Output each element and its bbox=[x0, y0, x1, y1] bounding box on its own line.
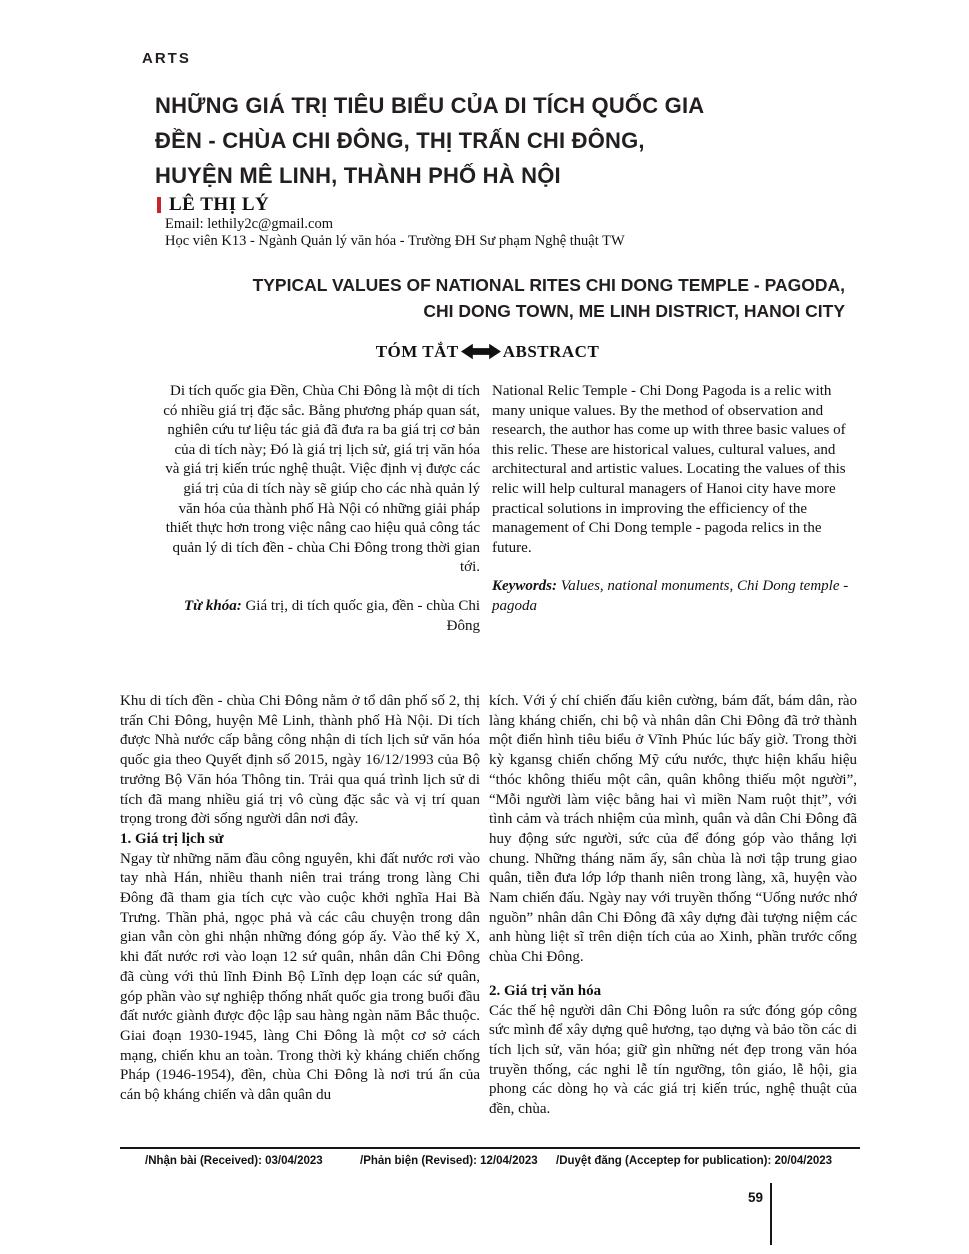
abstract-text-en: National Relic Temple - Chi Dong Pagoda is a relic with many unique values. By the method of observation and research, the author has come up with three basic values of this relic. These are historical values, cultural values, and architectural and artistic values. Locating the values of this relic will help cultural managers of Hanoi city have more practical solutions in improving the efficiency of the management of Chi Dong temple - pagoda relics in the future. bbox=[492, 383, 846, 556]
body-column-left bbox=[120, 692, 480, 1120]
body-columns bbox=[120, 692, 857, 1120]
keywords-en-text: Values, national monuments, Chi Dong temple - pagoda bbox=[492, 578, 849, 614]
keywords-vi-label: Từ khóa: bbox=[183, 597, 242, 614]
section2-paragraph: Các thế hệ người dân Chi Đông luôn ra sức đóng góp công sức mình để xây dựng quê hương, tạo dựng và bảo tồn các di tích lịch sử, văn hóa; giữ gìn những nét đẹp trong văn hóa truyền thống, các nghi lễ tín ngưỡng, tôn giáo, lễ hội, gia phong các dòng họ và các giá trị kiến trúc, nghệ thuật của đền, chùa. bbox=[489, 1002, 857, 1118]
abstract-heading-en: ABSTRACT bbox=[502, 342, 600, 361]
abstract-text-vi: Di tích quốc gia Đền, Chùa Chi Đông là một di tích có nhiều giá trị đặc sắc. Bằng phương pháp quan sát, nghiên cứu tư liệu tác giả đã đưa ra ba giá trị cơ bản của di tích này; Đó là giá trị lịch sử, giá trị văn hóa và giá trị kiến trúc nghệ thuật. Việc định vị được các giá trị của di tích này sẽ giúp cho các nhà quản lý văn hóa của thành phố Hà Nội có những giải pháp thiết thực hơn trong việc nâng cao hiệu quả công tác quản lý di tích đền - chùa Chi Đông trong thời gian tới. bbox=[163, 383, 480, 576]
keywords-vi-text: Giá trị, di tích quốc gia, đền - chùa Chi Đông bbox=[241, 597, 480, 634]
page-number: 59 bbox=[748, 1190, 764, 1205]
section1-paragraph: Ngay từ những năm đầu công nguyên, khi đất nước rơi vào tay nhà Hán, nhiều thanh niên trai tráng trong làng Chi Đông đã tham gia tích cực vào cuộc khởi nghĩa Hai Bà Trưng. Thần phả, ngọc phả và các câu chuyện trong dân gian vẫn còn ghi nhận những đóng góp ấy. Vào thế kỷ X, khi đất nước rơi vào loạn 12 sứ quân, nhân dân Chi Đông đã cùng với thủ lĩnh Đinh Bộ Lĩnh dẹp loạn các sứ quân, góp phần vào sự nghiệp thống nhất quốc gia trong buổi đầu đất nước giành được độc lập sau hàng ngàn năm Bắc thuộc. Giai đoạn 1930-1945, làng Chi Đông là một cơ sở cách mạng, chiến khu an toàn. Trong thời kỳ kháng chiến chống Pháp (1946-1954), đền, chùa Chi Đông là nơi trú ẩn của cán bộ kháng chiến và dân quân du bbox=[120, 850, 480, 1104]
keywords-en-label: Keywords: bbox=[492, 578, 557, 595]
intro-paragraph: Khu di tích đền - chùa Chi Đông nằm ở tổ dân phố số 2, thị trấn Chi Đông, huyện Mê Linh, thành phố Hà Nội. Di tích được Nhà nước cấp bằng công nhận di tích lịch sử văn hóa quốc gia theo Quyết định số 2015, ngày 16/12/1993 của Bộ trưởng Bộ Văn hóa Thông tin. Trải qua quá trình lịch sử di tích đã mang nhiều giá trị vô cùng đặc sắc và vị trí quan trọng trong đời sống người dân nơi đây. bbox=[120, 693, 480, 828]
section2-heading: 2. Giá trị văn hóa bbox=[489, 982, 602, 999]
article-title-en-line1: TYPICAL VALUES OF NATIONAL RITES CHI DONG TEMPLE - PAGODA, bbox=[252, 275, 845, 295]
article-title-vi-line2: ĐỀN - CHÙA CHI ĐÔNG, THỊ TRẤN CHI ĐÔNG, bbox=[155, 128, 645, 153]
body-column-right bbox=[489, 692, 857, 1120]
article-title-vi-line1: NHỮNG GIÁ TRỊ TIÊU BIỂU CỦA DI TÍCH QUỐC GIA bbox=[155, 93, 705, 118]
keywords-vi bbox=[162, 597, 480, 636]
footer-received: /Nhận bài (Received): 03/04/2023 bbox=[145, 1155, 323, 1167]
author-email: Email: lethily2c@gmail.com bbox=[165, 216, 333, 232]
abstract-column-en bbox=[492, 382, 855, 636]
article-title-en-line2: CHI DONG TOWN, ME LINH DISTRICT, HANOI CITY bbox=[423, 300, 845, 321]
author-affiliation: Học viên K13 - Ngành Quản lý văn hóa - Trường ĐH Sư phạm Nghệ thuật TW bbox=[165, 233, 625, 249]
double-arrow-icon bbox=[461, 342, 501, 366]
abstract-heading-vi: TÓM TẮT bbox=[375, 342, 459, 361]
article-title-vi bbox=[155, 88, 835, 193]
abstract-column-vi bbox=[162, 382, 480, 636]
abstract-heading-row bbox=[120, 342, 855, 366]
author-row bbox=[157, 194, 269, 216]
section1-paragraph-continued: kích. Với ý chí chiến đấu kiên cường, bám đất, bám dân, rào làng kháng chiến, chi bộ và nhân dân Chi Đông đã trở thành một điển hình tiêu biểu ở Vĩnh Phúc lúc bấy giờ. Trong thời kỳ kgansg chiến chống Mỹ cứu nước, thực hiện khẩu hiệu “thóc không thiếu một cân, quân không thiếu một người”, “Mỗi người làm việc bằng hai vì miền Nam ruột thịt”, với tình cảm và trách nhiệm của mình, quân và dân Chi Đông đã huy động sức người, sức của để đóng góp vào thắng lợi chung. Những tháng năm ấy, sân chùa là nơi tập trung giao quân, tiễn đưa lớp lớp thanh niên trong làng, xã, huyện vào Nam chiến đấu. Ngày nay với truyền thống “Uống nước nhớ nguồn” nhân dân Chi Đông đã xây dựng đài tượng niệm các anh hùng liệt sĩ trên diện tích của ao Xinh, phần trước cổng chùa Chi Đông. bbox=[489, 693, 857, 966]
footer-revised: /Phản biện (Revised): 12/04/2023 bbox=[360, 1155, 538, 1167]
author-name: LÊ THỊ LÝ bbox=[169, 194, 270, 215]
article-title-en bbox=[200, 273, 845, 324]
section-label: ARTS bbox=[142, 50, 191, 67]
footer-accepted: /Duyệt đăng (Acceptep for publication): 20/04/2023 bbox=[556, 1155, 833, 1167]
keywords-en bbox=[492, 577, 855, 616]
author-accent-bar bbox=[157, 197, 161, 213]
page-number-rule bbox=[770, 1183, 772, 1245]
section1-heading: 1. Giá trị lịch sử bbox=[120, 830, 224, 847]
abstract-columns bbox=[120, 382, 855, 636]
article-title-vi-line3: HUYỆN MÊ LINH, THÀNH PHỐ HÀ NỘI bbox=[155, 163, 561, 188]
footer-divider bbox=[120, 1147, 860, 1149]
